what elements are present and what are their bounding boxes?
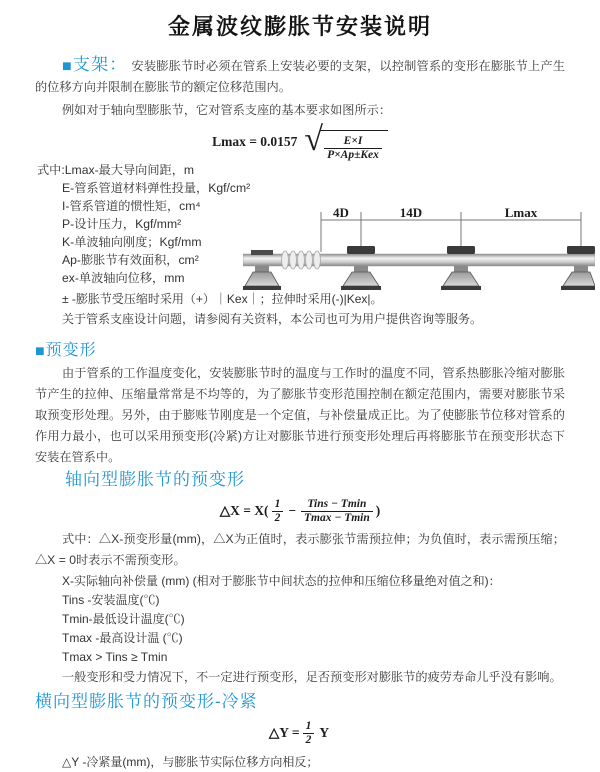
t-definition-line: Tmax -最高设计温 (℃): [62, 631, 183, 645]
axial-subheading: 轴向型膨胀节的预变形: [65, 470, 245, 489]
guide-support: [561, 246, 595, 290]
predeform-section-heading: 预变形: [45, 342, 97, 359]
temp-numerator: Tins − Tmin: [307, 497, 367, 510]
temperature-definitions: [35, 591, 565, 667]
lmax-fraction: [324, 135, 382, 162]
guide-support: [441, 246, 481, 290]
half-numerator: 1: [274, 497, 281, 510]
support-intro-text: 安装膨胀节时必须在管系上安装必要的支架，以控制管系的变形在膨胀节上产生的位移方向并限制在膨胀节的额定位移范围内。: [35, 59, 566, 94]
guide-support: [341, 246, 381, 290]
lmax-formula: [35, 121, 565, 161]
sqrt-content: [320, 130, 388, 162]
half-denominator: 2: [303, 733, 315, 747]
support-example-line: 例如对于轴向型膨胀节，它对管系支座的基本要求如图所示：: [62, 103, 392, 117]
lateral-subheading: 横向型膨胀节的预变形-冷紧: [35, 692, 258, 711]
half-fraction: [303, 720, 315, 747]
variable-line: Ap-膨胀节有效面积，cm²: [62, 253, 199, 267]
sqrt-symbol: √: [304, 121, 324, 158]
predeform-section-header: [35, 337, 565, 361]
dim-label-14d: 14D: [399, 206, 423, 220]
half-numerator: 1: [305, 719, 312, 732]
document-page: [0, 12, 600, 769]
predeform-paragraph: 由于管系的工作温度变化，安装膨胀节时的温度与工作时的温度不同，管系热膨胀冷缩对膨胀节产生的拉伸、压缩量常常是不均等的，为了膨胀节变形范围控制在额定范围内，需要对膨胀节采取预变形处理。另外，由于膨账节刚度是一个定值，与补偿量成正比。为了使膨胀节位移对管系的作用力最小，也可以采用预变形(冷紧)方让对膨胀节进行预变形处理后再将膨胀节在预变形状态下安装在管系中。: [35, 366, 565, 464]
variable-line: I-管系管道的惯性矩，cm⁴: [62, 199, 201, 213]
axial-formula-rhs: ): [375, 503, 381, 518]
lateral-note-line: △Y -冷紧量(mm)，与膨胀节实际位移方向相反；: [62, 755, 319, 769]
support-note-line: 关于管系支座设计问题，请参阅有关资料，本公司也可为用户提供咨询等服务。: [62, 312, 483, 326]
axial-formula: [35, 496, 565, 526]
dim-label-lmax: Lmax: [504, 206, 538, 220]
lmax-fraction-numerator: E×I: [343, 135, 363, 147]
half-denominator: 2: [272, 511, 284, 525]
variable-line: ex-单波轴向位移，mm: [62, 271, 185, 285]
lateral-formula-lhs: △Y =: [268, 725, 300, 740]
page-title: 金属波纹膨胀节安装说明: [167, 14, 432, 39]
dim-label-4d: 4D: [333, 206, 349, 220]
bellows: [282, 251, 321, 269]
variable-line: P-设计压力，Kgf/mm²: [62, 217, 182, 231]
section-square-icon: ■: [62, 58, 72, 75]
t-definition-line: Tmin-最低设计温度(℃): [62, 612, 185, 626]
temp-denominator: Tmax − Tmin: [301, 511, 373, 525]
axial-formula-lhs: △X = X(: [219, 503, 269, 518]
lateral-formula-rhs: Y: [319, 725, 330, 740]
axial-note-line: 一般变形和受力情况下，不一定进行预变形，足否预变形对膨胀节的疲劳寿命儿乎没有影响。: [62, 670, 562, 684]
variable-line: 式中:Lmax-最大导向间距，m: [37, 163, 195, 177]
variable-line: E-管系管道材料弹性投量，Kgf/cm²: [62, 181, 251, 195]
plusminus-line: ± -膨胀节受压缩时采用（+）｜Kex｜；拉伸时采用(-)|Kex|。: [62, 292, 383, 306]
section-square-icon: ■: [35, 343, 45, 360]
half-fraction: [272, 498, 284, 525]
minus-operator: −: [288, 503, 297, 518]
support-section-heading: 支架：: [72, 55, 128, 74]
lateral-formula: [35, 717, 565, 749]
temp-fraction: [301, 498, 373, 525]
x-definition-line: X-实际轴向补偿量 (mm) (相对于膨胀节中间状态的拉伸和压缩位移量绝对值之和)：: [62, 574, 501, 588]
t-definition-line: Tins -安装温度(℃): [62, 593, 160, 607]
variable-line: K-单波轴向刚度；Kgf/mm: [62, 235, 202, 249]
lmax-formula-lhs: Lmax = 0.0157: [212, 134, 298, 149]
pipe-support-diagram: [243, 206, 595, 302]
support-intro-paragraph: [35, 54, 565, 98]
t-definition-line: Tmax > Tins ≥ Tmin: [62, 650, 168, 664]
axial-explain-paragraph: 式中：△X-预变形量(mm)，△X为正值时，表示膨张节需预拉伸；为负值时，表示需预压缩；△X = 0时表示不需预变形。: [35, 532, 565, 567]
content-area: [0, 54, 600, 772]
lmax-fraction-denominator: P×Ap±Kex: [324, 148, 382, 162]
